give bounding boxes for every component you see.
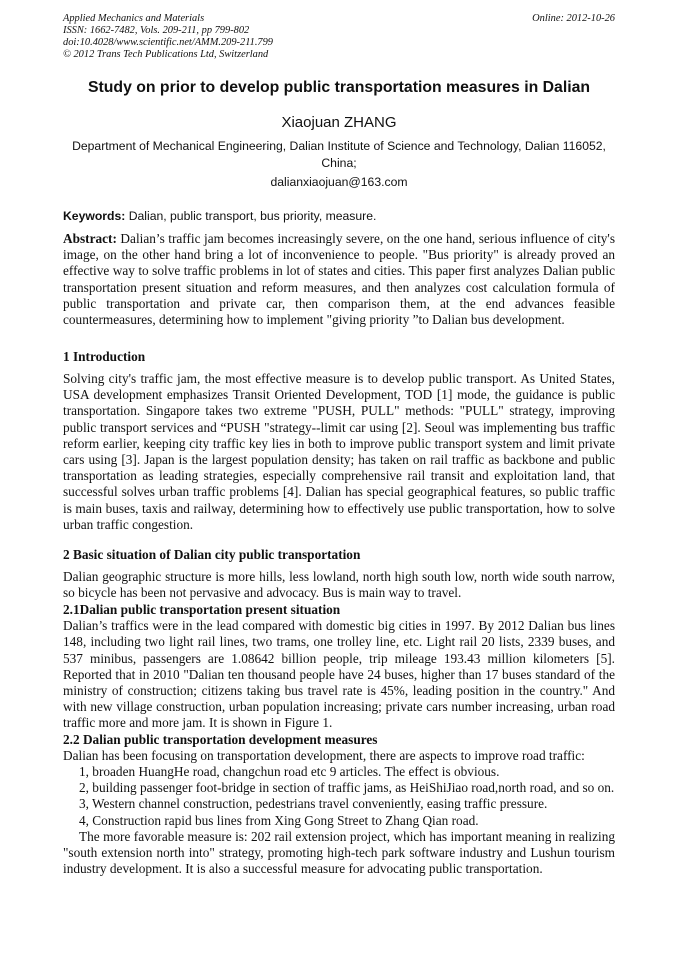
copyright-line: © 2012 Trans Tech Publications Ltd, Switzerland [63, 49, 269, 60]
section-block-2 [63, 602, 615, 877]
abstract [63, 231, 615, 328]
affiliation: Department of Mechanical Engineering, Dalian Institute of Science and Technology, Dalian 116052, China; [72, 139, 606, 170]
section-heading-measures: 2.2 Dalian public transportation development measures [63, 731, 378, 747]
measure-item: 2, building passenger foot-bridge in section of traffic jams, as HeiShiJiao road,north road, and so on. [79, 780, 615, 796]
section-heading-intro: 1 Introduction [63, 349, 146, 364]
issn-line: ISSN: 1662-7482, Vols. 209-211, pp 799-802 [63, 25, 250, 36]
author-email: dalianxiaojuan@163.com [270, 175, 408, 189]
measure-item: 4, Construction rapid bus lines from Xing Gong Street to Zhang Qian road. [79, 812, 479, 828]
present-paragraph: Dalian’s traffics were in the lead compared with domestic big cities in 1997. By 2012 Dalian bus lines 148, including two light rail lines, two trams, one trolley line, etc. Light rail 20 lists, 2339 buses, and 537 minibus, passengers are 1.08642 billion people, trip mileage 193.43 million kilometers [5]. Reported that in 2010 "Dalian ten thousand people have 24 buses, higher than 17 buses standard of the ministry of construction; citizens taking bus travel rate is 45%, leading position in the country." And with new village construction, urban population increasing; private cars number increasing, urban road traffic more and more jam. It is shown in Figure 1. [63, 618, 615, 731]
intro-paragraph: Solving city's traffic jam, the most effective measure is to develop public transport. As United States, USA development emphasizes Transit Oriented Development, TOD [1] mode, the guidance is public transportation. Singapore takes two extreme "PUSH, PULL" methods: "PULL" strategy, improving public transport services and “PUSH "strategy--limit car using [2]. Seoul was implementing bus traffic reform earlier, keeping city traffic key lies in both to improve public transport system and limit private cars using [3]. Japan is the largest population density; has taken on rail traffic as backbone and public transportation as leading strategies, especially comprehensive rail transit and exploitation land, that successful solves urban traffic problems [4]. Dalian has special geographical features, so public traffic is main buses, taxis and railway, determining how to effectively use public transportation, how to solve urban traffic congestion. [63, 371, 615, 532]
abstract-label: Abstract: [63, 231, 117, 246]
journal-header [63, 13, 615, 61]
abstract-text: Dalian’s traffic jam becomes increasingly severe, on the one hand, serious influence of city's image, on the other hand bring a lot of inconvenience to people. "Bus priority" is already proved an effective way to solve traffic problems in lot of states and cities. This paper first analyzes Dalian public transportation present situation and reform measures, and then analyzes cost calculation formula of public transportation and private car, then comparison them, at the end advances feasible countermeasures, determining how to implement "giving priority ”to Dalian bus development. [63, 231, 615, 328]
journal-name: Applied Mechanics and Materials [63, 13, 205, 24]
section-heading-basic: 2 Basic situation of Dalian city public transportation [63, 547, 361, 562]
online-date: Online: 2012-10-26 [532, 13, 615, 24]
measures-closing: The more favorable measure is: 202 rail extension project, which has important meaning in realizing "south extension north into" strategy, promoting high-tech park software industry and Lushun tourism industry development. It is also a successful measure for advocating public transportation. [63, 828, 615, 877]
section-heading-present: 2.1Dalian public transportation present situation [63, 602, 341, 617]
keywords-label: Keywords: [63, 209, 126, 223]
keywords-text: Dalian, public transport, bus priority, measure. [125, 209, 377, 223]
keywords [63, 209, 615, 223]
doi-line: doi:10.4028/www.scientific.net/AMM.209-211.799 [63, 37, 273, 48]
basic-paragraph: Dalian geographic structure is more hills, less lowland, north high south low, north wide south narrow, so bicycle has been not pervasive and advocacy. Bus is main way to travel. [63, 569, 615, 601]
measure-item: 3, Western channel construction, pedestrians travel conveniently, easing traffic pressure. [79, 796, 548, 812]
measures-intro: Dalian has been focusing on transportation development, there are aspects to improve road traffic: [63, 747, 585, 763]
measure-item: 1, broaden HuangHe road, changchun road etc 9 articles. The effect is obvious. [79, 764, 500, 780]
paper-title: Study on prior to develop public transportation measures in Dalian [87, 79, 591, 96]
author-name: Xiaojuan ZHANG [281, 114, 397, 131]
